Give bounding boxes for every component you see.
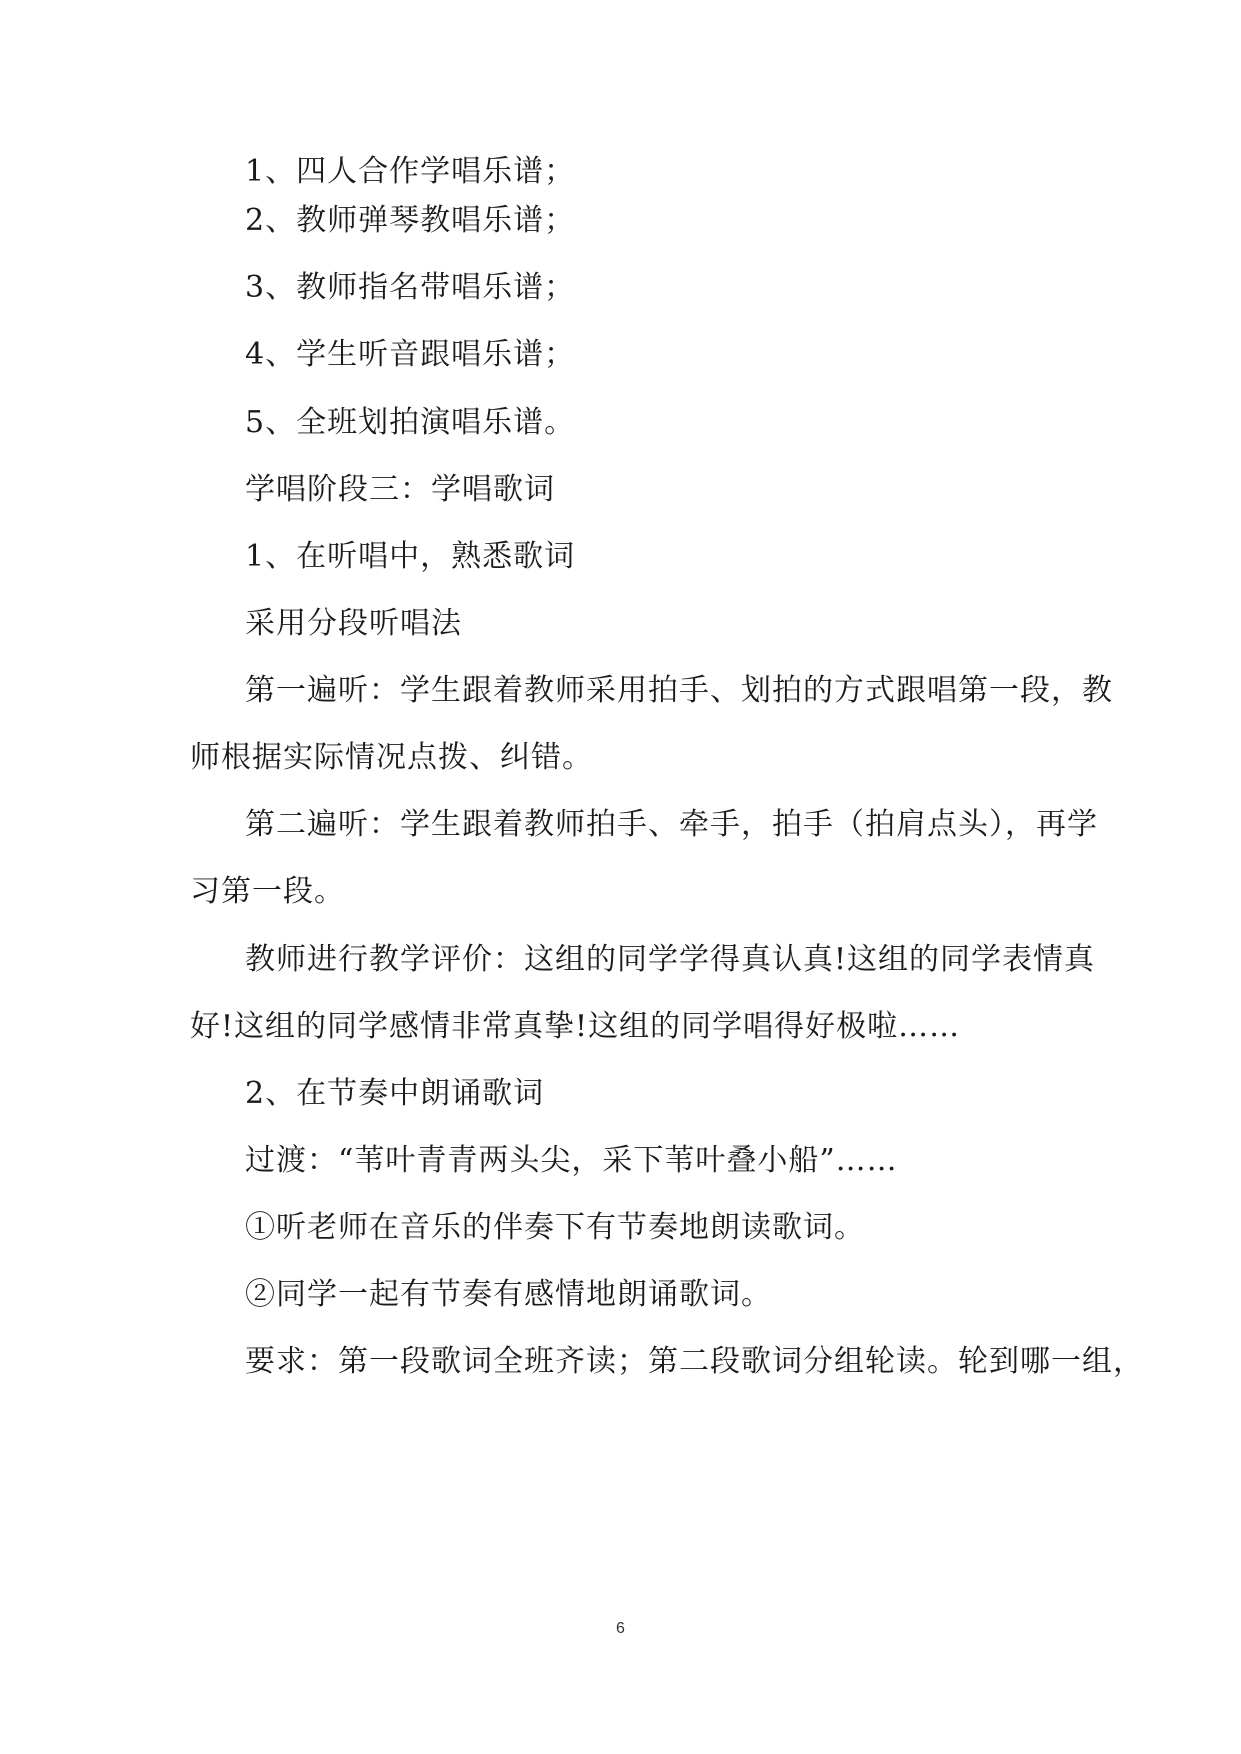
sub-heading-1: 1、在听唱中，熟悉歌词 [245, 539, 576, 574]
paragraph-step-1: ①听老师在音乐的伴奏下有节奏地朗读歌词。 [245, 1210, 865, 1245]
paragraph-first-listen-cont: 师根据实际情况点拨、纠错。 [190, 740, 593, 775]
sub-heading-2: 2、在节奏中朗诵歌词 [245, 1076, 545, 1111]
paragraph-first-listen: 第一遍听：学生跟着教师采用拍手、划拍的方式跟唱第一段，教 [245, 673, 1113, 708]
paragraph-step-2: ②同学一起有节奏有感情地朗诵歌词。 [245, 1277, 772, 1312]
paragraph-second-listen-cont: 习第一段。 [190, 874, 345, 909]
section-heading: 学唱阶段三：学唱歌词 [245, 472, 555, 507]
list-item-3: 3、教师指名带唱乐谱； [245, 270, 576, 305]
list-item-5: 5、全班划拍演唱乐谱。 [245, 405, 576, 440]
list-item-4: 4、学生听音跟唱乐谱； [245, 337, 576, 372]
paragraph-second-listen: 第二遍听：学生跟着教师拍手、牵手，拍手（拍肩点头），再学 [245, 807, 1098, 842]
paragraph-requirement: 要求：第一段歌词全班齐读；第二段歌词分组轮读。轮到哪一组， [245, 1344, 1144, 1379]
paragraph-evaluation-cont: 好!这组的同学感情非常真挚!这组的同学唱得好极啦…… [190, 1009, 961, 1044]
paragraph-method: 采用分段听唱法 [245, 606, 462, 641]
list-item-1: 1、四人合作学唱乐谱； [245, 154, 576, 189]
paragraph-transition: 过渡：“苇叶青青两头尖，采下苇叶叠小船”…… [245, 1143, 898, 1178]
list-item-2: 2、教师弹琴教唱乐谱； [245, 203, 576, 238]
page-number: 6 [616, 1620, 625, 1637]
paragraph-evaluation: 教师进行教学评价：这组的同学学得真认真!这组的同学表情真 [245, 942, 1096, 977]
